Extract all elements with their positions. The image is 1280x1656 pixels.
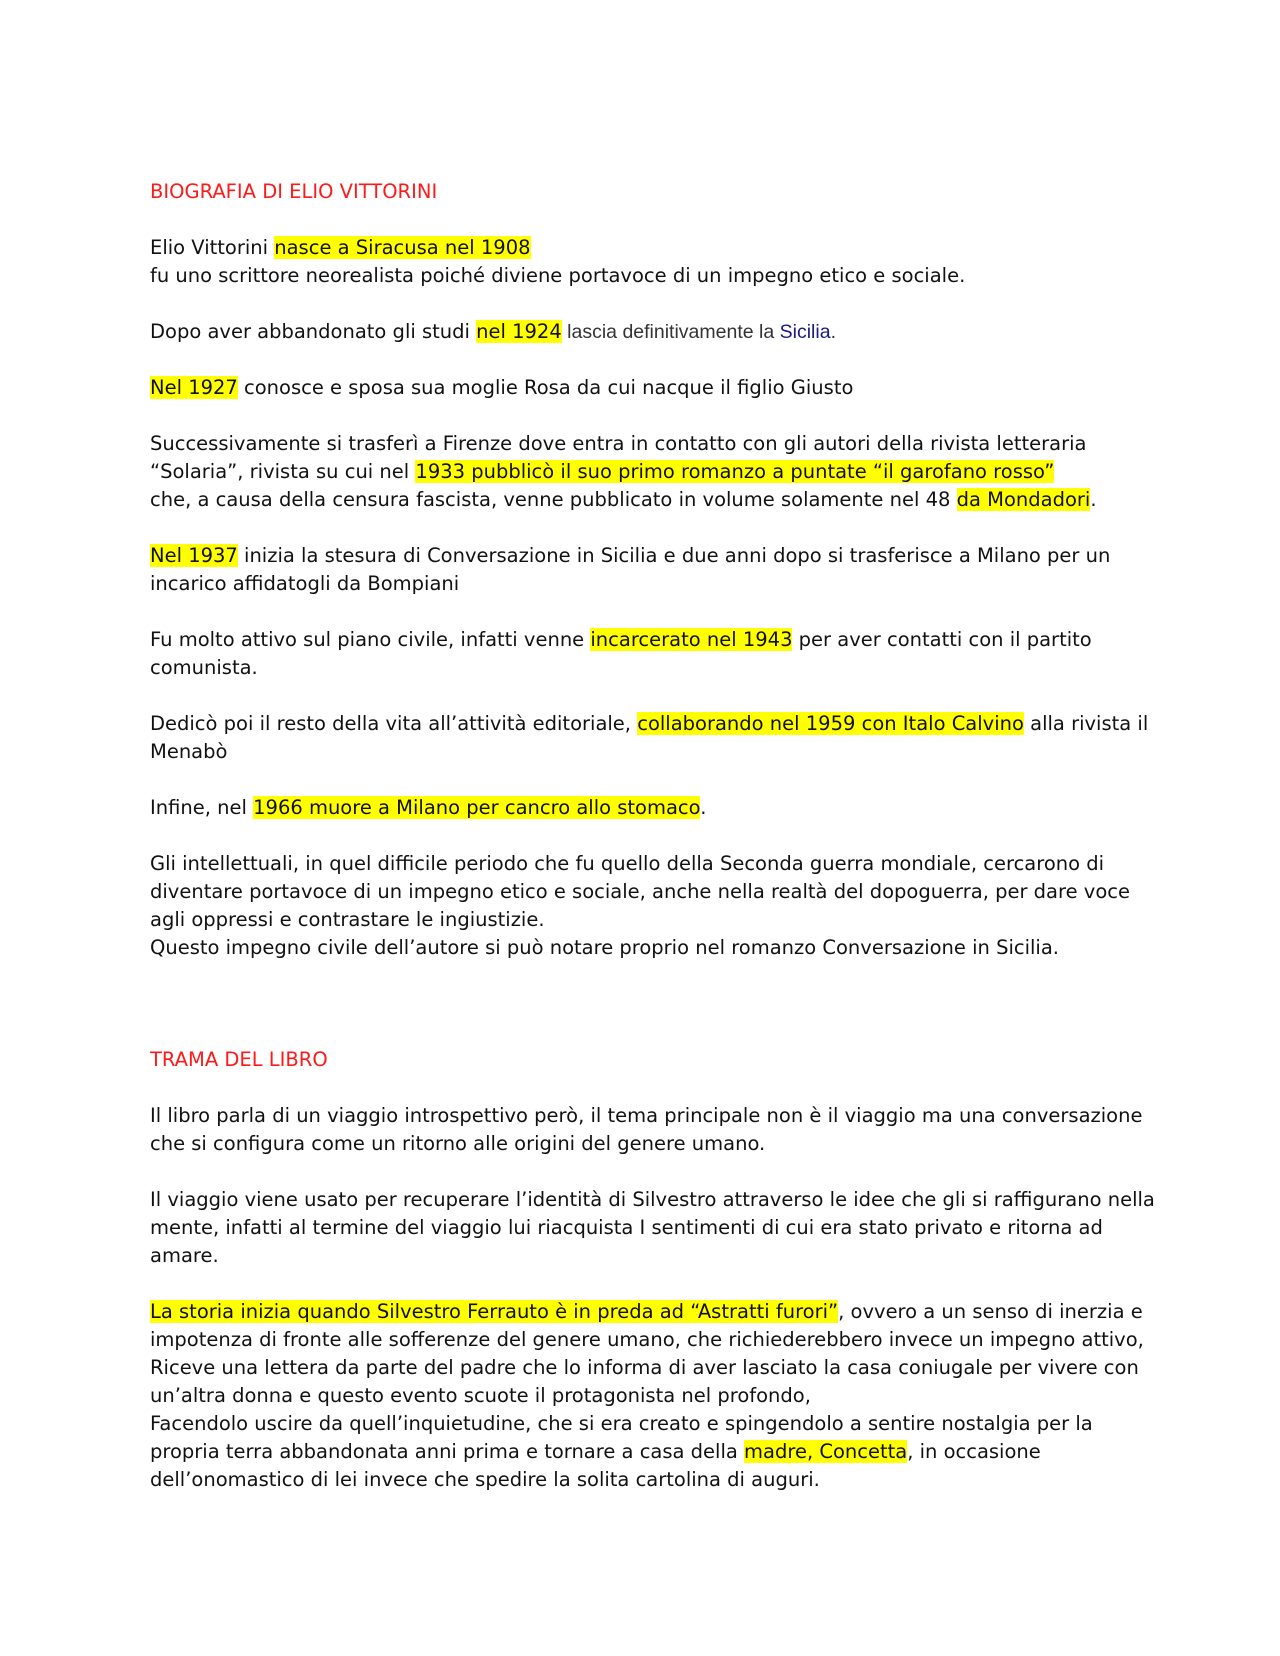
text: . xyxy=(700,796,707,819)
highlight: nel 1924 xyxy=(476,320,562,343)
text: Questo impegno civile dell’autore si può notare proprio nel romanzo Conversazione in Sicilia. xyxy=(150,936,1059,959)
text: . xyxy=(830,321,836,343)
paragraph-bio-7 xyxy=(150,710,1160,766)
highlight: da Mondadori xyxy=(956,488,1091,511)
text: Dedicò poi il resto della vita all’attività editoriale, xyxy=(150,712,638,735)
text: Fu molto attivo sul piano civile, infatti venne xyxy=(150,628,591,651)
text: lascia definitivamente la xyxy=(561,321,780,343)
highlight: 1966 muore a Milano per cancro allo stomaco xyxy=(253,796,701,819)
text: , ovvero a un senso di inerzia e impotenza di fronte alle sofferenze del genere umano, che richiederebbero invece un impegno attivo, xyxy=(150,1300,1144,1351)
paragraph-trama-1: Il libro parla di un viaggio introspettivo però, il tema principale non è il viaggio ma una conversazione che si configura come un ritorno alle origini del genere umano. xyxy=(150,1104,1143,1155)
text: inizia la stesura di Conversazione in Sicilia e due anni dopo si trasferisce a Milano per un incarico affidatogli da Bompiani xyxy=(150,544,1111,595)
text: . xyxy=(1090,488,1097,511)
section-heading-trama: TRAMA DEL LIBRO xyxy=(150,1048,328,1071)
highlight: La storia inizia quando Silvestro Ferrauto è in preda ad “Astratti furori” xyxy=(150,1300,839,1323)
highlight: 1933 pubblicò il suo primo romanzo a puntate “il garofano rosso” xyxy=(415,460,1055,483)
text: Dopo aver abbandonato gli studi xyxy=(150,320,477,343)
paragraph-bio-8 xyxy=(150,794,1160,822)
paragraph-bio-9 xyxy=(150,850,1160,962)
paragraph-trama-2: Il viaggio viene usato per recuperare l’identità di Silvestro attraverso le idee che gli si raffigurano nella mente, infatti al termine del viaggio lui riacquista I sentimenti di cui era stato privato e ritorna ad amare. xyxy=(150,1188,1155,1267)
text: Facendolo uscire da quell’inquietudine, che si era creato e spingendolo a sentire nostalgia per la propria terra abbandonata anni prima e tornare a casa della xyxy=(150,1412,1093,1463)
text: fu uno scrittore neorealista poiché diviene portavoce di un impegno etico e sociale. xyxy=(150,264,966,287)
text: Sicilia xyxy=(779,321,831,343)
text: alla rivista il Menabò xyxy=(150,712,1149,763)
text: Riceve una lettera da parte del padre che lo informa di aver lasciato la casa coniugale per vivere con un’altra donna e questo evento scuote il protagonista nel profondo, xyxy=(150,1356,1139,1407)
text: Elio Vittorini xyxy=(150,236,275,259)
paragraph-bio-4 xyxy=(150,430,1160,514)
text: Infine, nel xyxy=(150,796,254,819)
paragraph-bio-2 xyxy=(150,318,1160,346)
text: conosce e sposa sua moglie Rosa da cui nacque il figlio Giusto xyxy=(237,376,854,399)
paragraph-bio-3 xyxy=(150,374,1160,402)
text: Gli intellettuali, in quel difficile periodo che fu quello della Seconda guerra mondiale, cercarono di diventare portavoce di un impegno etico e sociale, anche nella realtà del dopoguerra, per dare voce agli oppressi e contrastare le ingiustizie. xyxy=(150,852,1130,931)
text: Successivamente si trasferì a Firenze dove entra in contatto con gli autori della rivista letteraria “Solaria”, rivista su cui nel xyxy=(150,432,1087,483)
document-page xyxy=(150,178,1160,1494)
paragraph-bio-1 xyxy=(150,234,1160,290)
text: , in occasione dell’onomastico di lei invece che spedire la solita cartolina di auguri. xyxy=(150,1440,1041,1491)
highlight: madre, Concetta xyxy=(744,1440,908,1463)
paragraph-trama-3 xyxy=(150,1298,1160,1494)
section-heading-biografia: BIOGRAFIA DI ELIO VITTORINI xyxy=(150,180,438,203)
paragraph-bio-6 xyxy=(150,626,1160,682)
highlight: incarcerato nel 1943 xyxy=(590,628,793,651)
text: che, a causa della censura fascista, venne pubblicato in volume solamente nel 48 xyxy=(150,488,957,511)
text: per aver contatti con il partito comunista. xyxy=(150,628,1092,679)
highlight: Nel 1927 xyxy=(150,376,238,399)
highlight: Nel 1937 xyxy=(150,544,238,567)
paragraph-bio-5 xyxy=(150,542,1160,598)
highlight: collaborando nel 1959 con Italo Calvino xyxy=(637,712,1024,735)
highlight: nasce a Siracusa nel 1908 xyxy=(274,236,531,259)
